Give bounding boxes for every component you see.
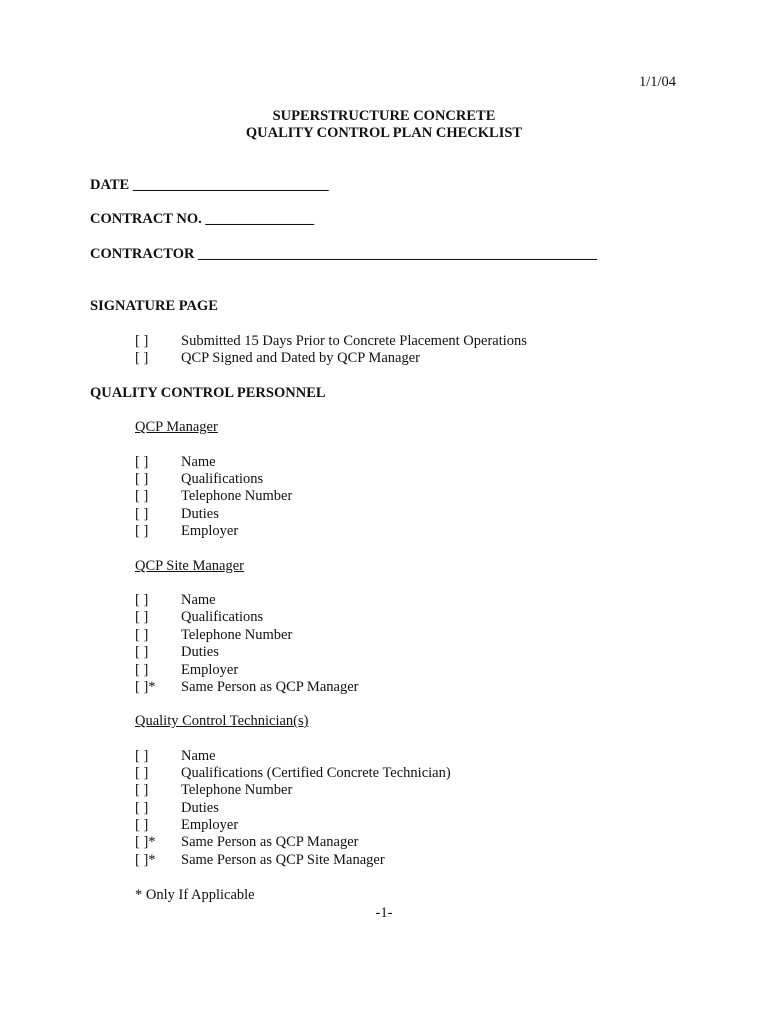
contract-no-field: CONTRACT NO. _______________ bbox=[90, 211, 315, 227]
qcp-manager-heading: QCP Manager bbox=[135, 419, 218, 435]
checklist-item-label: Same Person as QCP Manager bbox=[181, 679, 359, 695]
checklist-item-label: Telephone Number bbox=[181, 627, 293, 643]
checklist-item-label: Qualifications bbox=[181, 609, 264, 625]
checklist-item-label: Duties bbox=[181, 506, 219, 522]
checkbox-bracket: [ ]* bbox=[135, 834, 156, 850]
document-date-stamp: 1/1/04 bbox=[639, 74, 677, 90]
checkbox-bracket: [ ] bbox=[135, 800, 149, 816]
checklist-item-label: Duties bbox=[181, 800, 219, 816]
quality-control-technician-heading: Quality Control Technician(s) bbox=[135, 713, 309, 729]
signature-page-heading: SIGNATURE PAGE bbox=[90, 298, 218, 314]
quality-control-personnel-heading: QUALITY CONTROL PERSONNEL bbox=[90, 385, 326, 401]
checklist-item-label: Employer bbox=[181, 662, 239, 678]
checklist-item-label: Telephone Number bbox=[181, 488, 293, 504]
checkbox-bracket: [ ] bbox=[135, 506, 149, 522]
checklist-item-label: Submitted 15 Days Prior to Concrete Placement Operations bbox=[181, 333, 527, 349]
checklist-item-label: Qualifications bbox=[181, 471, 264, 487]
checkbox-bracket: [ ] bbox=[135, 592, 149, 608]
checklist-item-label: Employer bbox=[181, 523, 239, 539]
checkbox-bracket: [ ] bbox=[135, 765, 149, 781]
qcp-site-manager-heading: QCP Site Manager bbox=[135, 558, 245, 574]
contractor-field: CONTRACTOR _______________________________________________________ bbox=[90, 246, 597, 262]
checkbox-bracket: [ ] bbox=[135, 662, 149, 678]
checkbox-bracket: [ ] bbox=[135, 817, 149, 833]
checklist-item-label: Same Person as QCP Site Manager bbox=[181, 852, 385, 868]
page-number: -1- bbox=[375, 905, 393, 921]
checkbox-bracket: [ ] bbox=[135, 350, 149, 366]
checklist-item-label: Name bbox=[181, 748, 216, 764]
checkbox-bracket: [ ]* bbox=[135, 852, 156, 868]
checkbox-bracket: [ ] bbox=[135, 644, 149, 660]
checklist-item-label: Same Person as QCP Manager bbox=[181, 834, 359, 850]
checklist-item-label: QCP Signed and Dated by QCP Manager bbox=[181, 350, 420, 366]
checklist-item-label: Name bbox=[181, 454, 216, 470]
checkbox-bracket: [ ] bbox=[135, 782, 149, 798]
checklist-item-label: Duties bbox=[181, 644, 219, 660]
checkbox-bracket: [ ] bbox=[135, 523, 149, 539]
checkbox-bracket: [ ] bbox=[135, 488, 149, 504]
checklist-item-label: Qualifications (Certified Concrete Technician) bbox=[181, 765, 451, 781]
checkbox-bracket: [ ] bbox=[135, 454, 149, 470]
checkbox-bracket: [ ] bbox=[135, 471, 149, 487]
checkbox-bracket: [ ]* bbox=[135, 679, 156, 695]
checkbox-bracket: [ ] bbox=[135, 748, 149, 764]
checkbox-bracket: [ ] bbox=[135, 609, 149, 625]
date-field: DATE ___________________________ bbox=[90, 177, 329, 193]
checklist-item-label: Name bbox=[181, 592, 216, 608]
document-title-line-1: SUPERSTRUCTURE CONCRETE bbox=[272, 108, 496, 124]
checklist-item-label: Telephone Number bbox=[181, 782, 293, 798]
footnote: * Only If Applicable bbox=[135, 887, 255, 903]
checkbox-bracket: [ ] bbox=[135, 333, 149, 349]
checklist-item-label: Employer bbox=[181, 817, 239, 833]
checkbox-bracket: [ ] bbox=[135, 627, 149, 643]
document-title-line-2: QUALITY CONTROL PLAN CHECKLIST bbox=[245, 125, 523, 141]
